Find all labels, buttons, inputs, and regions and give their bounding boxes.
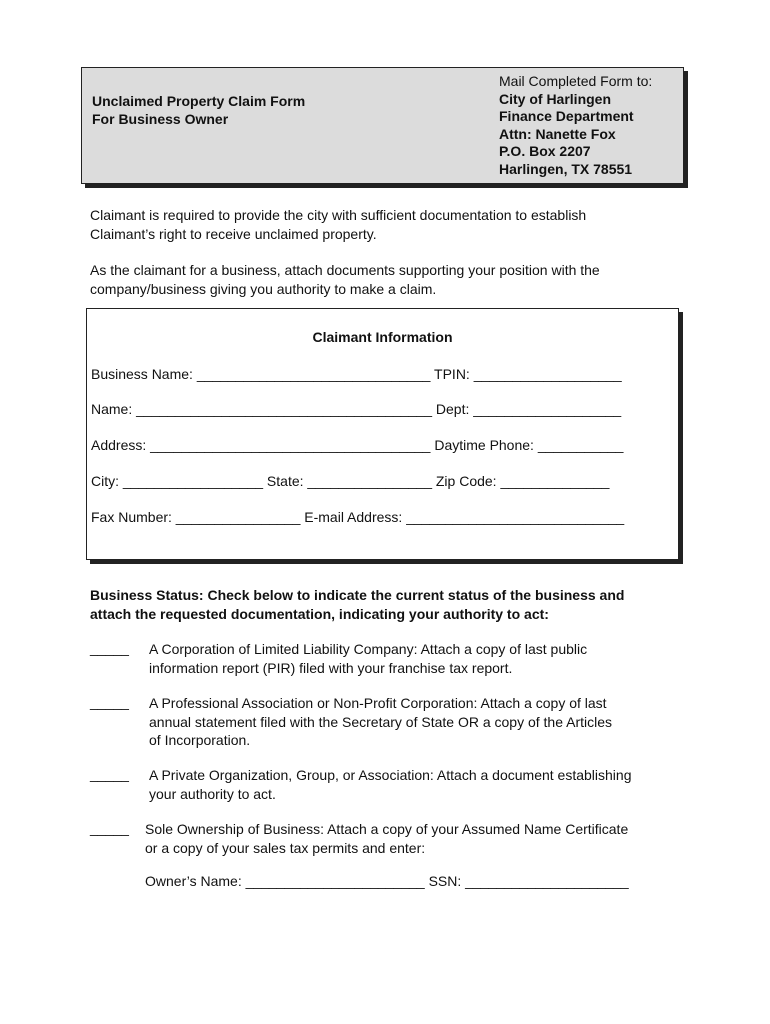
address-line: Harlingen, TX 78551 <box>499 160 633 177</box>
option-line: your authority to act. <box>149 785 276 802</box>
status-option-professional-association <box>149 694 612 750</box>
address-line: P.O. Box 2207 <box>499 143 591 159</box>
status-checkbox-corporation[interactable]: _____ <box>90 640 129 656</box>
form-header-box <box>81 67 684 184</box>
option-line: annual statement filed with the Secretary of State OR a copy of the Articles <box>149 713 613 730</box>
business-status-heading-line-2: attach the requested documentation, indicating your authority to act: <box>90 606 549 622</box>
mailing-address <box>499 73 652 178</box>
option-line: of Incorporation. <box>149 732 251 748</box>
business-status-heading <box>90 586 624 624</box>
option-line: information report (PIR) filed with your franchise tax report. <box>149 659 513 676</box>
fax-email-row[interactable]: Fax Number: ________________ E-mail Address: ____________________________ <box>91 509 625 525</box>
address-phone-row[interactable]: Address: ____________________________________ Daytime Phone: ___________ <box>91 437 624 453</box>
status-option-sole-ownership <box>145 820 628 857</box>
status-checkbox-professional-association[interactable]: _____ <box>90 694 129 710</box>
status-checkbox-private-organization[interactable]: _____ <box>90 766 129 782</box>
city-state-zip-row[interactable]: City: __________________ State: ________________ Zip Code: ______________ <box>91 473 610 489</box>
option-line: A Private Organization, Group, or Association: Attach a document establishing <box>149 767 632 783</box>
option-line: A Corporation of Limited Liability Company: Attach a copy of last public <box>149 641 588 657</box>
name-dept-row[interactable]: Name: ______________________________________ Dept: ___________________ <box>91 401 622 417</box>
claimant-info-box <box>86 308 679 560</box>
form-title-line-1: Unclaimed Property Claim Form <box>92 93 306 109</box>
status-option-private-organization <box>149 766 632 803</box>
claimant-info-title: Claimant Information <box>312 329 453 345</box>
intro-paragraph-2: As the claimant for a business, attach documents supporting your position with the company/business giving you authority to make a claim. <box>90 262 600 297</box>
intro-paragraph-1: Claimant is required to provide the city with sufficient documentation to establish Claimant’s right to receive unclaimed property. <box>90 207 587 242</box>
option-line: Sole Ownership of Business: Attach a copy of your Assumed Name Certificate <box>145 821 629 837</box>
business-status-heading-line-1: Business Status: Check below to indicate the current status of the business and <box>90 587 625 603</box>
address-line: Attn: Nanette Fox <box>499 125 616 142</box>
option-line: or a copy of your sales tax permits and enter: <box>145 839 426 856</box>
status-option-corporation <box>149 640 587 677</box>
form-title <box>92 92 305 128</box>
option-line: A Professional Association or Non-Profit Corporation: Attach a copy of last <box>149 695 607 711</box>
form-title-line-2: For Business Owner <box>92 111 229 127</box>
address-line: Finance Department <box>499 108 634 124</box>
business-name-tpin-row[interactable]: Business Name: ______________________________ TPIN: ___________________ <box>91 366 622 382</box>
address-line: City of Harlingen <box>499 90 612 107</box>
status-checkbox-sole-ownership[interactable]: _____ <box>90 820 129 836</box>
mail-label: Mail Completed Form to: <box>499 73 653 89</box>
owner-name-ssn-row[interactable]: Owner’s Name: _______________________ SSN: _____________________ <box>145 873 629 889</box>
